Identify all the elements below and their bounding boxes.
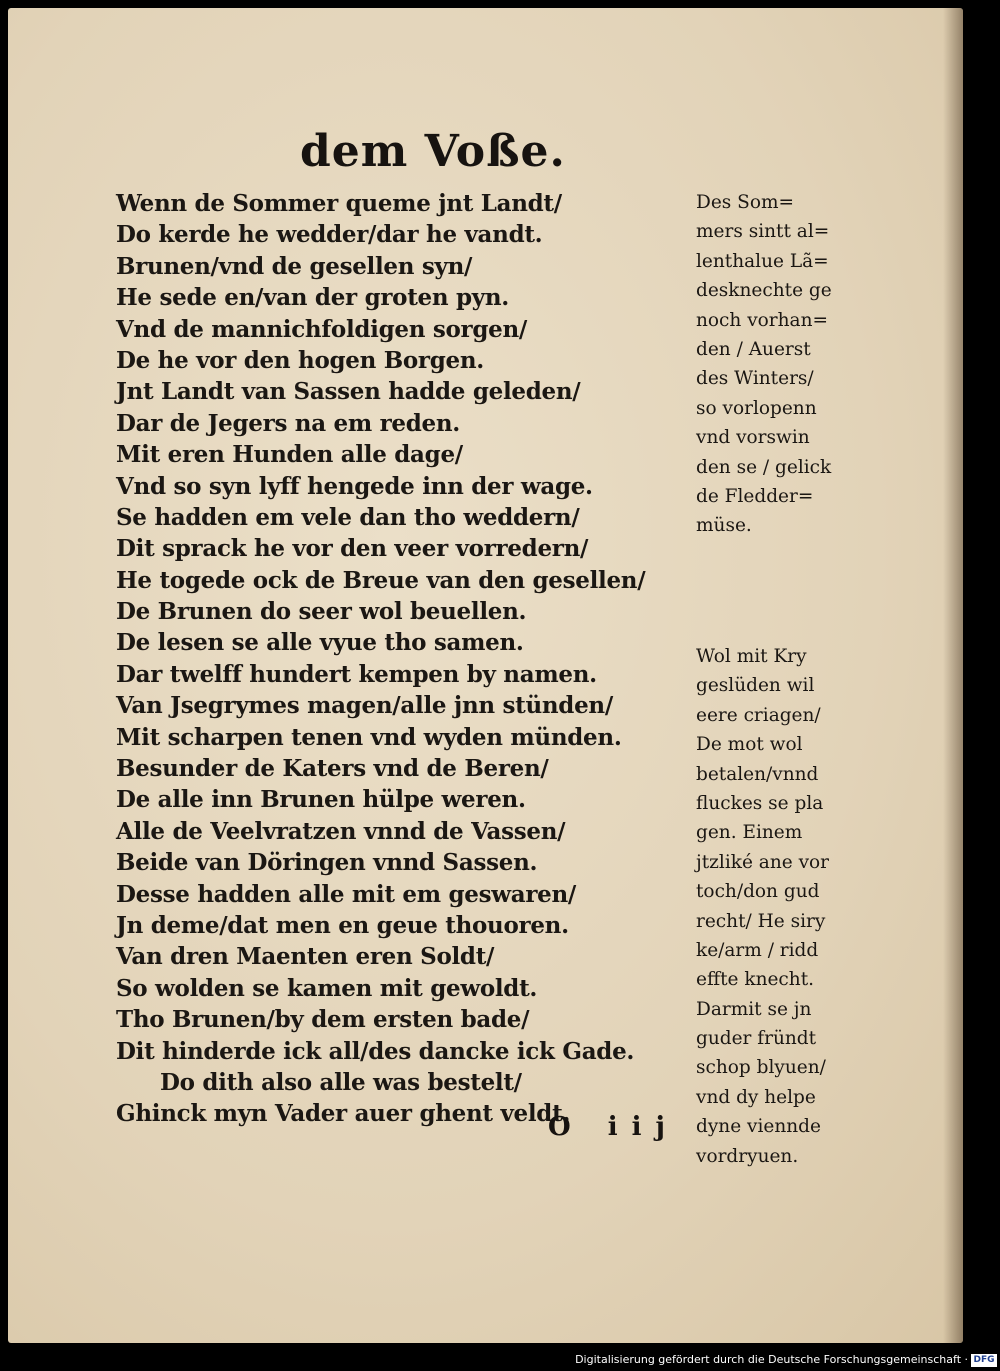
verse-line: Besunder de Katers vnd de Beren/ (116, 755, 549, 783)
marginal-note-line: De mot wol (696, 734, 803, 756)
verse-line: Dit sprack he vor den veer vorredern/ (116, 535, 589, 563)
marginal-note-line: dyne viennde (696, 1116, 821, 1138)
marginal-note-line: ke/arm / ridd (696, 939, 819, 961)
marginal-note-line: geslüden wil (696, 675, 815, 697)
running-head: dem Voße. (300, 126, 566, 177)
verse-line: Beide van Döringen vnnd Sassen. (116, 849, 538, 877)
marginal-note-line: mers sintt al= (696, 221, 830, 243)
verse-line: Brunen/vnd de gesellen syn/ (116, 252, 473, 280)
marginal-note-line: jtzliké ane vor (696, 851, 829, 873)
verse-line: Vnd so syn lyff hengede inn der wage. (116, 472, 593, 500)
marginal-note-line: Des Som= (696, 192, 795, 213)
marginal-note-line: den / Auerst (696, 338, 811, 360)
marginal-note-line: gen. Einem (696, 822, 803, 844)
footer-bar (0, 1351, 1000, 1371)
marginal-note-line: vnd dy helpe (696, 1086, 816, 1108)
verse-line: De he vor den hogen Borgen. (116, 346, 484, 374)
verse-line: Ghinck myn Vader auer ghent veldt. (116, 1100, 571, 1128)
verse-line: Jn deme/dat men en geue thouoren. (116, 911, 569, 939)
book-page (8, 8, 963, 1343)
marginal-note-line: Wol mit Kry (696, 646, 807, 667)
verse-line: Mit eren Hunden alle dage/ (116, 441, 463, 469)
verse-line: He sede en/van der groten pyn. (116, 284, 509, 312)
verse-line: Jnt Landt van Sassen hadde geleden/ (116, 378, 581, 406)
marginal-note-line: den se / gelick (696, 456, 832, 478)
marginal-note-line: so vorlopenn (696, 397, 817, 419)
marginal-note-line: vordryuen. (696, 1145, 799, 1167)
verse-line: Alle de Veelvratzen vnnd de Vassen/ (116, 817, 566, 845)
dfg-logo: DFG (971, 1354, 997, 1367)
verse-line: So wolden se kamen mit gewoldt. (116, 974, 538, 1002)
verse-line: Dit hinderde ick all/des dancke ick Gade. (116, 1037, 635, 1065)
marginal-note-line: fluckes se pla (696, 792, 824, 814)
marginal-note-line: effte knecht. (696, 969, 815, 991)
verse-line: Tho Brunen/by dem ersten bade/ (116, 1006, 530, 1034)
marginal-note-line: vnd vorswin (696, 427, 810, 449)
marginal-note-line: noch vorhan= (696, 309, 829, 331)
marginal-note-line: müse. (696, 515, 752, 537)
marginal-note-line: guder fründt (696, 1028, 817, 1050)
verse-line: Desse hadden alle mit em geswaren/ (116, 880, 577, 908)
verse-line: Do dith also alle was bestelt/ (160, 1068, 522, 1096)
verse-column (116, 188, 646, 1130)
verse-line: Se hadden em vele dan tho weddern/ (116, 503, 580, 531)
page-spine-shadow (943, 8, 963, 1343)
verse-line: Do kerde he wedder/dar he vandt. (116, 221, 543, 249)
marginal-note-line: des Winters/ (696, 368, 814, 390)
marginal-note-line: schop blyuen/ (696, 1057, 826, 1079)
marginal-note-line: recht/ He siry (696, 910, 826, 932)
marginal-note-line: lenthalue Lã= (696, 250, 829, 272)
verse-line: De alle inn Brunen hülpe weren. (116, 786, 526, 814)
marginal-note-1 (696, 188, 866, 541)
marginal-note-line: de Fledder= (696, 485, 814, 507)
signature-mark: O iij (548, 1112, 679, 1142)
verse-line: He togede ock de Breue van den gesellen/ (116, 566, 646, 594)
marginal-note-line: toch/don gud (696, 881, 820, 903)
verse-line: Van Jsegrymes magen/alle jnn stünden/ (116, 692, 613, 720)
verse-line: Mit scharpen tenen vnd wyden münden. (116, 723, 622, 751)
verse-line: Vnd de mannichfoldigen sorgen/ (116, 315, 528, 343)
marginal-note-line: Darmit se jn (696, 998, 812, 1020)
marginal-note-line: desknechte ge (696, 280, 832, 302)
marginal-note-2 (696, 642, 866, 1171)
marginal-note-line: betalen/vnnd (696, 763, 819, 785)
verse-line: De Brunen do seer wol beuellen. (116, 598, 527, 626)
marginal-note-line: eere criagen/ (696, 704, 821, 726)
verse-line: Van dren Maenten eren Soldt/ (116, 943, 495, 971)
verse-line: De lesen se alle vyue tho samen. (116, 629, 524, 657)
footer-credit: Digitalisierung gefördert durch die Deutsche Forschungsgemeinschaft · (575, 1353, 968, 1366)
verse-line: Dar twelff hundert kempen by namen. (116, 660, 597, 688)
verse-line: Wenn de Sommer queme jnt Landt/ (116, 190, 562, 217)
verse-line: Dar de Jegers na em reden. (116, 409, 461, 437)
